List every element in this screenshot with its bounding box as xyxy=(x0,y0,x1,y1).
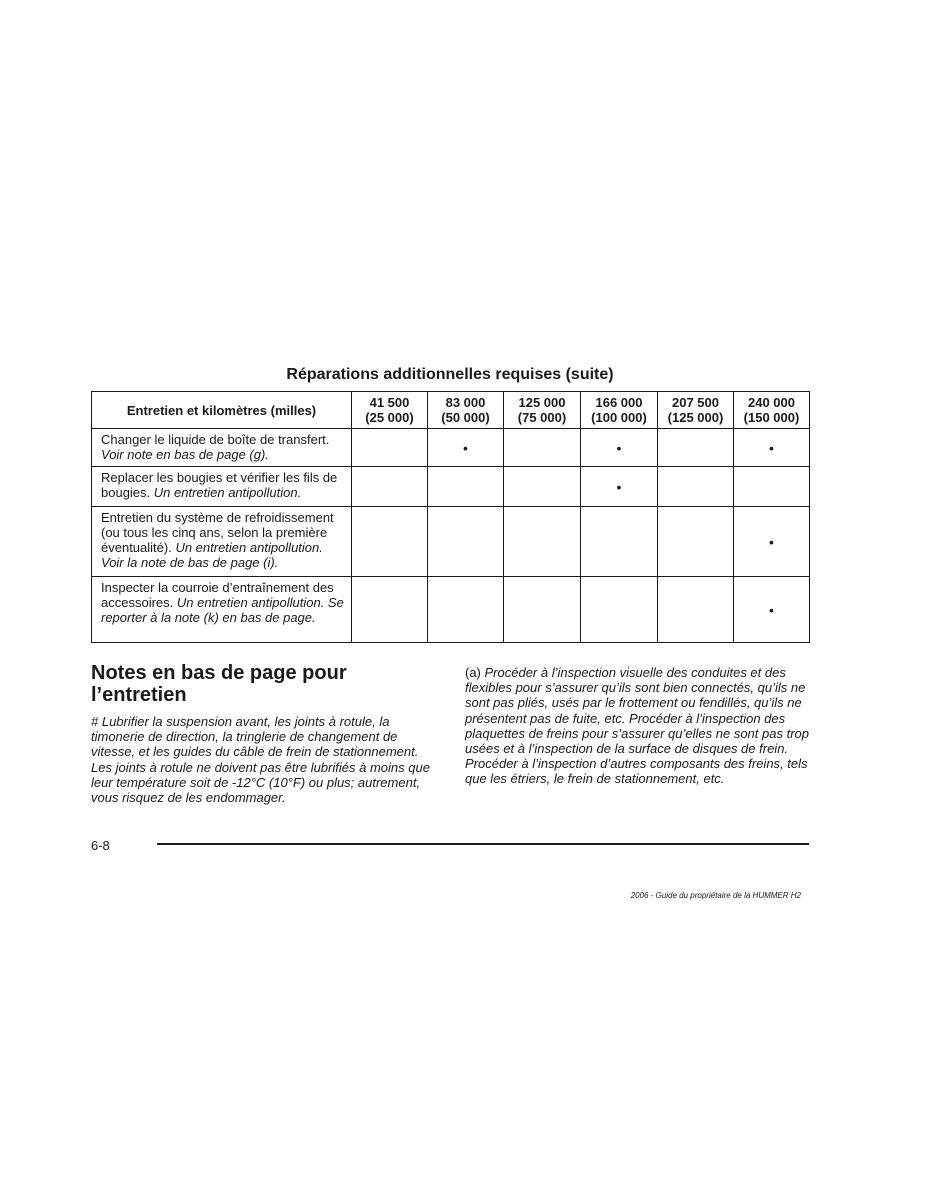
service-text: Replacer les bougies et vérifier les fils de bougies. xyxy=(101,470,338,500)
service-required-cell xyxy=(734,429,810,467)
bullet-icon: • xyxy=(616,439,622,456)
footer-divider xyxy=(157,843,809,845)
empty-cell xyxy=(428,507,504,577)
table-title: Réparations additionnelles requises (suite) xyxy=(286,366,614,383)
interval-column-header: 207 500 (125 000) xyxy=(658,392,734,429)
table-row xyxy=(92,429,810,467)
interval-column-header: 240 000 (150 000) xyxy=(734,392,810,429)
empty-cell xyxy=(504,429,581,467)
empty-cell xyxy=(428,577,504,643)
service-note: Un entretien antipollution. xyxy=(153,485,302,500)
empty-cell xyxy=(428,467,504,507)
empty-cell xyxy=(504,577,581,643)
empty-cell xyxy=(734,467,810,507)
table-row xyxy=(92,507,810,577)
footnote-a-text: Procéder à l’inspection visuelle des conduites et des flexibles pour s’assurer qu’ils sont bien connectés, qu’ils ne sont pas pliés, usés par le frottement ou fendillés, qu’ils ne présentent pas de fuite, etc. Procéder à l’inspection des plaquettes de freins pour s’assurer qu’elles ne sont pas trop usées et à l’inspection de la surface de disques de frein. Procéder à l’inspection d’autres composants des freins, tels que les étriers, le frein de stationnement, etc. xyxy=(465,665,809,787)
interval-column-header: 166 000 (100 000) xyxy=(581,392,658,429)
table-row xyxy=(92,467,810,507)
service-required-cell xyxy=(428,429,504,467)
service-required-cell xyxy=(734,507,810,577)
service-description xyxy=(92,577,352,643)
service-description xyxy=(92,467,352,507)
empty-cell xyxy=(352,507,428,577)
page-number: 6-8 xyxy=(91,838,110,853)
service-note: Un entretien antipollution. Voir la note de bas de page (i). xyxy=(101,540,323,570)
service-description xyxy=(92,429,352,467)
footnote-hash: # Lubrifier la suspension avant, les joints à rotule, la timonerie de direction, la tringlerie de changement de vitesse, et les guides du câble de frein de stationnement. Les joints à rotule ne doivent pas être lubrifiés à moins que leur température soit de -12°C (10°F) ou plus; autrement, vous risquez de les endommager. xyxy=(91,714,430,806)
service-note: Un entretien antipollution. Se reporter à la note (k) en bas de page. xyxy=(101,595,344,625)
service-column-header: Entretien et kilomètres (milles) xyxy=(92,392,352,429)
empty-cell xyxy=(504,507,581,577)
footer-book-title: 2006 - Guide du propriétaire de la HUMMER H2 xyxy=(630,891,801,900)
empty-cell xyxy=(352,577,428,643)
bullet-icon: • xyxy=(616,478,622,495)
empty-cell xyxy=(504,467,581,507)
table-row xyxy=(92,577,810,643)
empty-cell xyxy=(581,507,658,577)
empty-cell xyxy=(581,577,658,643)
empty-cell xyxy=(352,467,428,507)
notes-heading: Notes en bas de page pour l’entretien xyxy=(91,662,347,706)
service-required-cell xyxy=(734,577,810,643)
maintenance-table xyxy=(91,391,810,643)
bullet-icon: • xyxy=(769,439,774,456)
interval-column-header: 41 500 (25 000) xyxy=(352,392,428,429)
service-required-cell xyxy=(581,467,658,507)
empty-cell xyxy=(658,577,734,643)
service-text: Changer le liquide de boîte de transfert. xyxy=(101,432,330,447)
service-text: Inspecter la courroie d’entraînement des accessoires. xyxy=(101,580,334,610)
interval-column-header: 125 000 (75 000) xyxy=(504,392,581,429)
empty-cell xyxy=(352,429,428,467)
empty-cell xyxy=(658,429,734,467)
service-required-cell xyxy=(581,429,658,467)
footnote-a xyxy=(465,665,815,787)
service-note: Voir note en bas de page (g). xyxy=(101,447,269,462)
bullet-icon: • xyxy=(463,439,468,456)
bullet-icon: • xyxy=(769,601,774,618)
empty-cell xyxy=(658,467,734,507)
footnote-a-label: (a) xyxy=(465,665,485,680)
service-text: Entretien du système de refroidissement (ou tous les cinq ans, selon la première éventualité). xyxy=(101,510,334,555)
bullet-icon: • xyxy=(769,533,774,550)
interval-column-header: 83 000 (50 000) xyxy=(428,392,504,429)
empty-cell xyxy=(658,507,734,577)
service-description xyxy=(92,507,352,577)
table-header-row xyxy=(92,392,810,429)
